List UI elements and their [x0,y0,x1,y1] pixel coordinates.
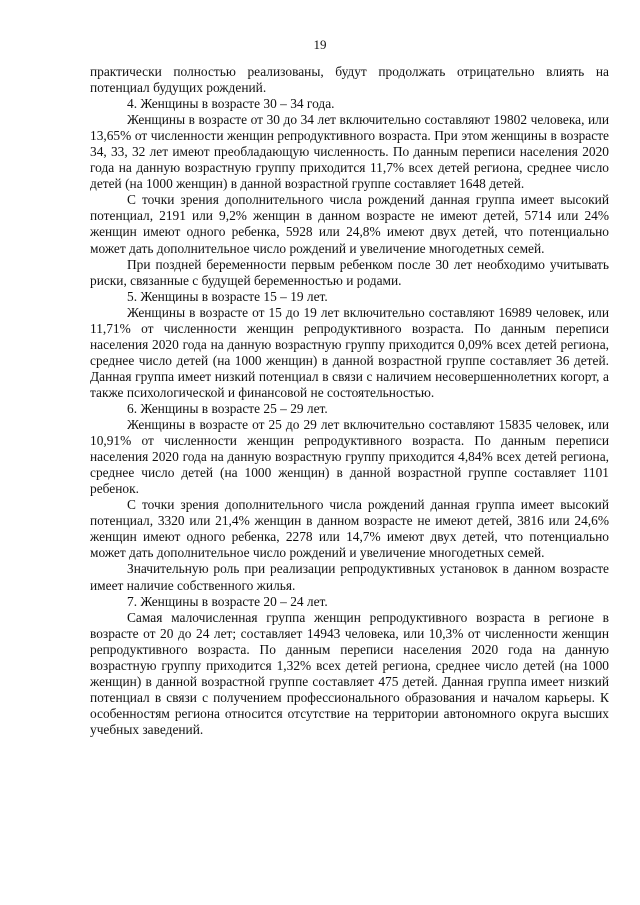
paragraph-25-29-housing: Значительную роль при реализации репродуктивных установок в данном возрасте имеет наличие собственного жилья. [90,561,609,593]
paragraph-30-34-potential: С точки зрения дополнительного числа рождений данная группа имеет высокий потенциал, 2191 или 9,2% женщин в данном возрасте не имеют детей, 5714 или 24% женщин имеют одного ребенка, 5928 или 24,8% имеют двух детей, что потенциально может дать дополнительное число рождений и увеличение многодетных семей. [90,192,609,256]
page-number: 19 [313,37,327,52]
document-body [90,64,609,738]
paragraph-25-29-potential: С точки зрения дополнительного числа рождений данная группа имеет высокий потенциал, 3320 или 21,4% женщин в данном возрасте не имеют детей, 3816 или 24,6% женщин имеют одного ребенка, 2278 или 14,7% имеют двух детей, что потенциально может дать дополнительное число рождений и увеличение многодетных семей. [90,497,609,561]
paragraph-25-29-stats: Женщины в возрасте от 25 до 29 лет включительно составляют 15835 человек, или 10,91% от численности женщин репродуктивного возраста. По данным переписи населения 2020 года на данную возрастную группу приходится 4,84% всех детей региона, среднее число детей (на 1000 женщин) в данной возрастной группе составляет 1101 ребенок. [90,417,609,497]
paragraph-30-34-risks: При поздней беременности первым ребенком после 30 лет необходимо учитывать риски, связанные с будущей беременностью и родами. [90,256,609,288]
section-heading-25-29: 6. Женщины в возрасте 25 – 29 лет. [127,400,328,416]
paragraph-15-19-stats: Женщины в возрасте от 15 до 19 лет включительно составляют 16989 человек, или 11,71% от численности женщин репродуктивного возраста. По данным переписи населения 2020 года на данную возрастную группу приходится 0,09% всех детей региона, среднее число детей (на 1000 женщин) в данной возрастной группе составляет 36 детей. Данная группа имеет низкий потенциал в связи с наличием несовершеннолетних когорт, а также психологической и финансовой не состоятельностью. [90,304,609,400]
paragraph-30-34-stats: Женщины в возрасте от 30 до 34 лет включительно составляют 19802 человека, или 13,65% от численности женщин репродуктивного возраста. При этом женщины в возрасте 34, 33, 32 лет имеют преобладающую численность. По данным переписи населения 2020 года на данную возрастную группу приходится 11,7% всех детей региона, среднее число детей (на 1000 женщин) в данной возрастной группе составляет 1648 детей. [90,112,609,192]
section-heading-20-24: 7. Женщины в возрасте 20 – 24 лет. [127,593,328,609]
section-heading-15-19: 5. Женщины в возрасте 15 – 19 лет. [127,288,328,304]
paragraph-20-24-stats: Самая малочисленная группа женщин репродуктивного возраста в регионе в возрасте от 20 до 24 лет; составляет 14943 человека, или 10,3% от численности женщин репродуктивного возраста. По данным переписи населения 2020 года на данную возрастную группу приходится 1,32% всех детей региона, среднее число детей (на 1000 женщин) в данной возрастной группе составляет 475 детей. Данная группа имеет низкий потенциал в связи с получением профессионального образования и началом карьеры. К особенностям региона относится отсутствие на территории автономного округа высших учебных заведений. [90,609,609,737]
paragraph-continuation: практически полностью реализованы, будут продолжать отрицательно влиять на потенциал будущих рождений. [90,64,609,96]
section-heading-30-34: 4. Женщины в возрасте 30 – 34 года. [127,96,335,112]
